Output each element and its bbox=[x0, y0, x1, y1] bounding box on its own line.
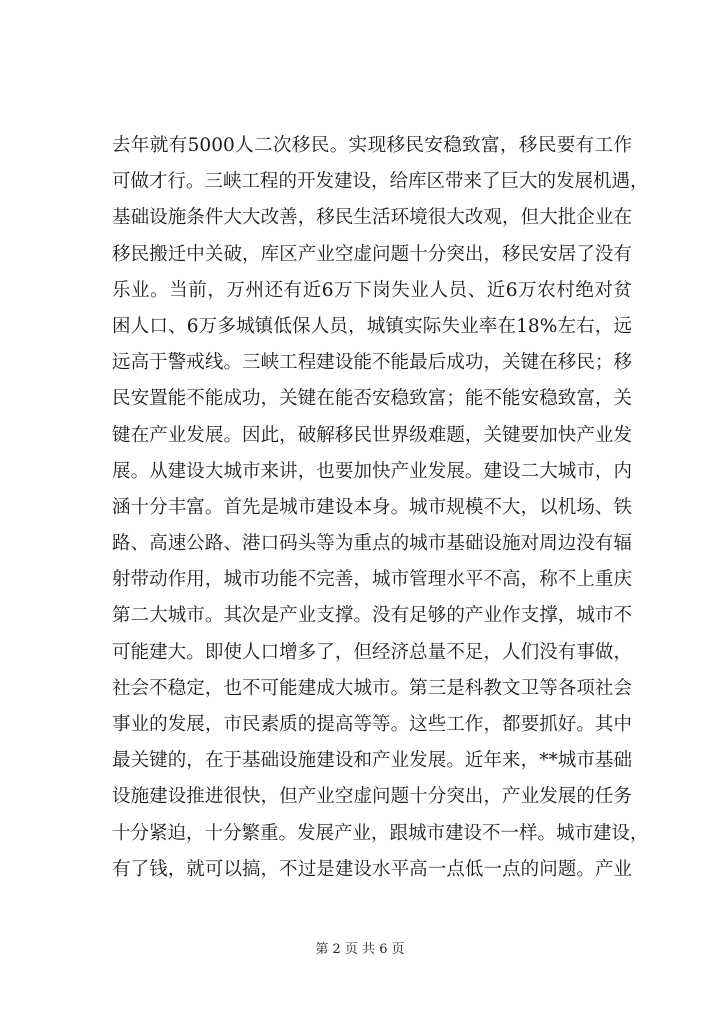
text-line: 可能建大。即使人口增多了，但经济总量不足，人们没有事做， bbox=[112, 641, 632, 663]
page-footer: 第 2 页 共 6 页 bbox=[315, 942, 405, 957]
text-line: 射带动作用，城市功能不完善，城市管理水平不高，称不上重庆 bbox=[112, 569, 632, 591]
text-line: 基础设施条件大大改善，移民生活环境很大改观，但大批企业在 bbox=[112, 207, 632, 229]
text-line: 去年就有5000人二次移民。实现移民安稳致富，移民要有工作 bbox=[112, 135, 632, 156]
text-line: 最关键的，在于基础设施建设和产业发展。近年来，**城市基础 bbox=[112, 750, 632, 772]
text-line: 有了钱，就可以搞，不过是建设水平高一点低一点的问题。产业 bbox=[112, 858, 632, 880]
text-line: 可做才行。三峡工程的开发建设，给库区带来了巨大的发展机遇， bbox=[112, 171, 649, 193]
text-line: 涵十分丰富。首先是城市建设本身。城市规模不大，以机场、铁 bbox=[112, 496, 632, 518]
text-line: 移民搬迁中关破，库区产业空虚问题十分突出，移民安居了没有 bbox=[112, 243, 632, 265]
text-line: 键在产业发展。因此，破解移民世界级难题，关键要加快产业发 bbox=[112, 424, 632, 446]
text-line: 展。从建设大城市来讲，也要加快产业发展。建设二大城市，内 bbox=[112, 460, 632, 482]
text-line: 事业的发展，市民素质的提高等等。这些工作，都要抓好。其中 bbox=[112, 714, 632, 735]
text-line: 民安置能不能成功，关键在能否安稳致富；能不能安稳致富，关 bbox=[112, 388, 632, 410]
text-line: 路、高速公路、港口码头等为重点的城市基础设施对周边没有辐 bbox=[112, 533, 632, 555]
text-line: 困人口、6万多城镇低保人员，城镇实际失业率在18%左右，远 bbox=[112, 315, 632, 337]
text-line: 乐业。当前，万州还有近6万下岗失业人员、近6万农村绝对贫 bbox=[112, 279, 632, 301]
body-text bbox=[112, 128, 649, 888]
text-line: 第二大城市。其次是产业支撑。没有足够的产业作支撑，城市不 bbox=[112, 605, 632, 627]
text-line: 远高于警戒线。三峡工程建设能不能最后成功，关键在移民；移 bbox=[112, 352, 632, 374]
text-line: 十分紧迫，十分繁重。发展产业，跟城市建设不一样。城市建设， bbox=[112, 822, 649, 844]
text-line: 社会不稳定，也不可能建成大城市。第三是科教文卫等各项社会 bbox=[112, 677, 632, 699]
text-line: 设施建设推进很快，但产业空虚问题十分突出，产业发展的任务 bbox=[112, 786, 632, 808]
